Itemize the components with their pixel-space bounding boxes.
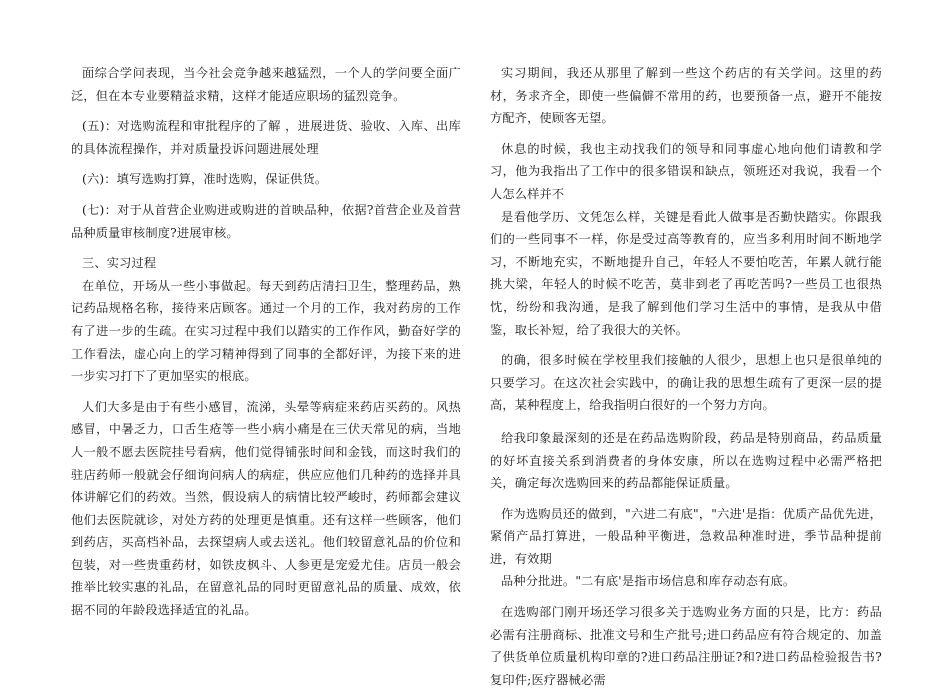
paragraph-item-seven: (七)：对于从首营企业购进或购进的首映品种，依据?首营企业及首营品种质量审核制度?进展审核。 xyxy=(71,202,461,240)
paragraph-asking-leaders: 休息的时候，我也主动找我们的领导和同事虚心地向他们请教和学习，他为我指出了工作中的很多错误和缺点，领班还对我说，我看一个人怎么样并不 xyxy=(490,141,882,201)
paragraph-item-five: (五)：对选购流程和审批程序的了解 ，进展进货、验收、入库、出库的具体流程操作，并对质量投诉问题进展处理 xyxy=(71,119,461,156)
paragraph-purchasing-impression: 给我印象最深刻的还是在药品选购阶段，药品是特别商品，药品质量的好坏直接关系到消费者的身体安康，所以在选购过程中必需严格把关，确定每次选购回来的药品都能保证质量。 xyxy=(490,430,882,491)
paragraph-competition: 面综合学问表现，当今社会竞争越来越猛烈，一个人的学问要全面广泛，但在本专业要精益求精，这样才能适应职场的猛烈竞争。 xyxy=(71,66,461,103)
paragraph-batch-purchase: 品种分批进。"二有底'是指市场信息和库存动态有底。 xyxy=(501,574,796,589)
paragraph-starting-work: 在单位，开场从一些小事做起。每天到药店清扫卫生，整理药品，熟记药品规格名称，接待来店顾客。通过一个月的工作，我对药房的工作有了进一步的生疏。在实习过程中我们以踏实的工作作风，勤奋好学的工作看法，虚心向上的学习精神得到了同事的全都好评，为接下来的进一步实习打下了更加坚实的根底。 xyxy=(71,278,461,384)
paragraph-leader-advice: 是看他学历、文凭怎么样，关键是看此人做事是否勤快踏实。你跟我们的一些同事不一样，你是受过高等教育的，应当多利用时间不断地学习，不断地充实，不断地提升自己，年轻人不要怕吃苦，年累人就行能挑大梁，年轻人的时候不吃苦，莫非到老了再吃苦吗?一些员工也很热忱，纷纷和我沟通，是我了解到他们学习生活中的事情，是我从中借鉴，取长补短，给了我很大的关怀。 xyxy=(490,209,882,337)
paragraph-school-reflection: 的确，很多时候在学校里我们接触的人很少，思想上也只是很单纯的只要学习。在这次社会实践中，的确让我的思想生疏有了更深一层的提高，某种程度上，给我指明白很好的一个努力方向。 xyxy=(490,353,882,413)
paragraph-item-six: (六)：填写选购打算，准时选购，保证供货。 xyxy=(82,172,328,187)
paragraph-six-in-two-base: 作为选购员还的做到，"六进二有底"，"六进'是指：优质产品优先进，紧俏产品打算进，一般品种平衡进，急救品种准时进，季节品种提前进，有效期 xyxy=(490,506,882,566)
paragraph-pharmacy-knowledge: 实习期间，我还从那里了解到一些这个药店的有关学问。这里的药材，务求齐全，即使一些偏僻不常用的药，也要预备一点，避开不能按方配齐，使顾客无望。 xyxy=(490,66,882,126)
left-column xyxy=(71,62,461,622)
paragraph-customers: 人们大多是由于有些小感冒，流涕，头晕等病症来药店买药的。风热感冒，中暑乏力，口舌生疮等一些小病小痛是在三伏天常见的病，当地人一般不愿去医院挂号看病，他们觉得铺张时间和金钱，而这时我们的驻店药师一般就会仔细询问病人的病症，供应应他们几种药的选择并具体讲解它们的药效。当然，假设病人的病情比较严峻时，药师都会建议他们去医院就诊，对处方药的处理更是慎重。还有这样一些顾客，他们到药店，买高档补品，去探望病人或去送礼。他们较留意礼品的价位和包装，对一些贵重药材，如铁皮枫斗、人参更是宠爱尤佳。店员一般会推举比较实惠的礼品，在留意礼品的同时更留意礼品的质量、成效，依据不同的年龄段选择适宜的礼品。 xyxy=(71,399,461,618)
section-heading-internship-process: 三、实习过程 xyxy=(82,256,157,271)
paragraph-purchasing-department: 在选购部门刚开场还学习很多关于选购业务方面的只是，比方：药品必需有注册商标、批准文号和生产批号;进口药品应有符合规定的、加盖了供货单位质量机构印章的?进口药品注册证?和?进口药品检验报告书?复印件;医疗器械必需 xyxy=(490,605,882,687)
right-column xyxy=(490,62,882,691)
